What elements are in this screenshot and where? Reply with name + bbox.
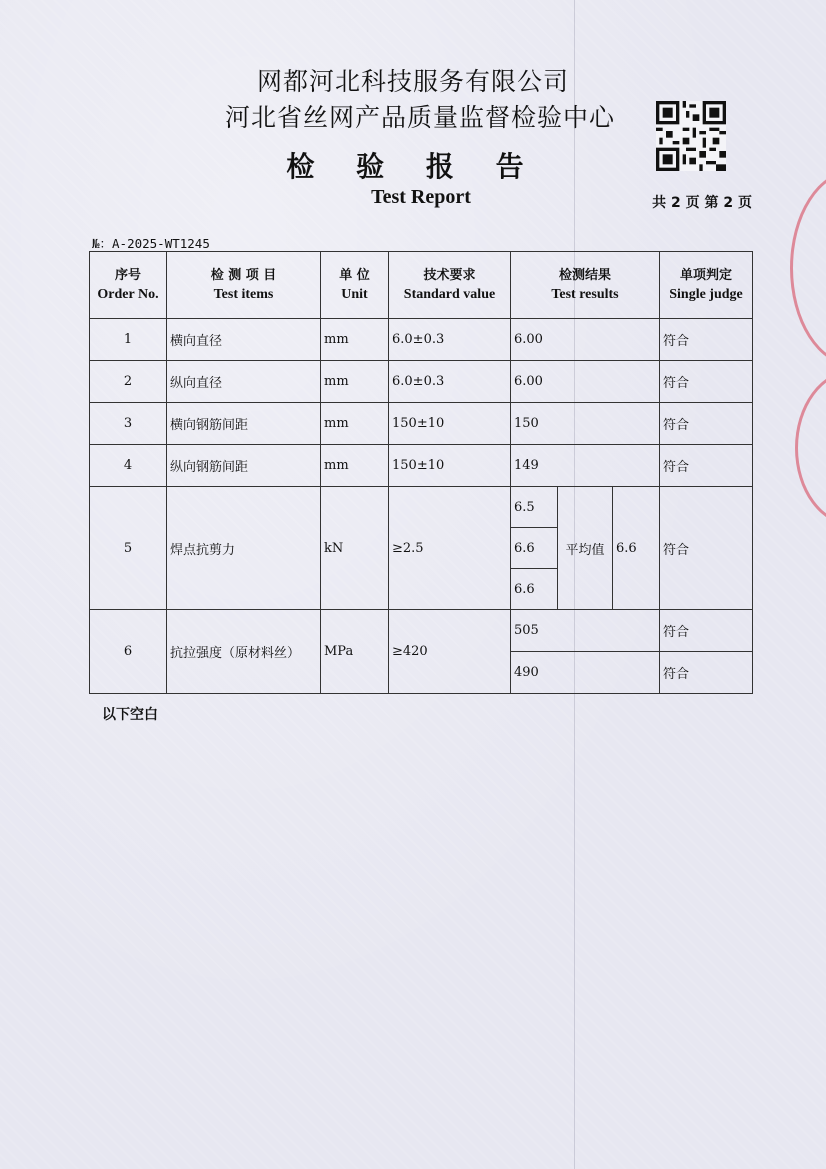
cell-result: 505 — [511, 610, 660, 652]
cell-result: 149 — [511, 445, 660, 487]
cell-result: 6.00 — [511, 319, 660, 361]
cell-result: 6.6 — [511, 528, 558, 569]
cell-order-no: 6 — [90, 610, 167, 694]
cell-standard: 6.0±0.3 — [389, 319, 511, 361]
cell-result: 6.6 — [511, 569, 558, 610]
cell-judge: 符合 — [660, 652, 753, 694]
header-test-items: 检 测 项 目 Test items — [167, 252, 321, 319]
cell-standard: 150±10 — [389, 445, 511, 487]
organization-name: 网都河北科技服务有限公司 — [256, 67, 569, 96]
end-of-content-note: 以下空白 — [102, 707, 158, 723]
cell-judge: 符合 — [660, 319, 753, 361]
cell-standard: 6.0±0.3 — [389, 361, 511, 403]
table-row — [90, 361, 753, 403]
header-unit: 单 位 Unit — [321, 252, 389, 319]
test-results-table — [89, 251, 753, 694]
cell-standard: 150±10 — [389, 403, 511, 445]
header-order-no: 序号 Order No. — [90, 252, 167, 319]
cell-test-item: 焊点抗剪力 — [167, 487, 321, 610]
cell-unit: kN — [321, 487, 389, 610]
report-title-english: Test Report — [371, 186, 471, 208]
table-header-row — [90, 252, 753, 319]
table-row — [90, 610, 753, 652]
cell-result: 490 — [511, 652, 660, 694]
table-row — [90, 319, 753, 361]
cell-unit: mm — [321, 319, 389, 361]
cell-result: 6.5 — [511, 487, 558, 528]
cell-judge: 符合 — [660, 445, 753, 487]
header-standard-value: 技术要求 Standard value — [389, 252, 511, 319]
report-title-chinese: 检 验 报 告 — [286, 150, 540, 183]
report-number: №：A-2025-WT1245 — [92, 236, 210, 251]
cell-result: 6.00 — [511, 361, 660, 403]
cell-unit: mm — [321, 403, 389, 445]
cell-average-label: 平均值 — [558, 487, 613, 610]
cell-judge: 符合 — [660, 403, 753, 445]
cell-order-no: 4 — [90, 445, 167, 487]
header-single-judge: 单项判定 Single judge — [660, 252, 753, 319]
page-counter: 共 2 页 第 2 页 — [652, 195, 752, 211]
table-row — [90, 445, 753, 487]
cell-order-no: 5 — [90, 487, 167, 610]
cell-unit: mm — [321, 361, 389, 403]
cell-result: 150 — [511, 403, 660, 445]
cell-judge: 符合 — [660, 361, 753, 403]
cell-unit: mm — [321, 445, 389, 487]
cell-test-item: 纵向钢筋间距 — [167, 445, 321, 487]
cell-test-item: 抗拉强度（原材料丝） — [167, 610, 321, 694]
cell-standard: ≥2.5 — [389, 487, 511, 610]
cell-unit: MPa — [321, 610, 389, 694]
table-row — [90, 487, 753, 528]
qr-code-icon — [656, 101, 726, 171]
header-test-results: 检测结果 Test results — [511, 252, 660, 319]
cell-average-value: 6.6 — [613, 487, 660, 610]
cell-order-no: 1 — [90, 319, 167, 361]
cell-judge: 符合 — [660, 610, 753, 652]
cell-order-no: 3 — [90, 403, 167, 445]
cell-standard: ≥420 — [389, 610, 511, 694]
cell-order-no: 2 — [90, 361, 167, 403]
inspection-center-name: 河北省丝网产品质量监督检验中心 — [224, 103, 615, 132]
cell-judge: 符合 — [660, 487, 753, 610]
cell-test-item: 横向直径 — [167, 319, 321, 361]
cell-test-item: 横向钢筋间距 — [167, 403, 321, 445]
cell-test-item: 纵向直径 — [167, 361, 321, 403]
table-row — [90, 403, 753, 445]
